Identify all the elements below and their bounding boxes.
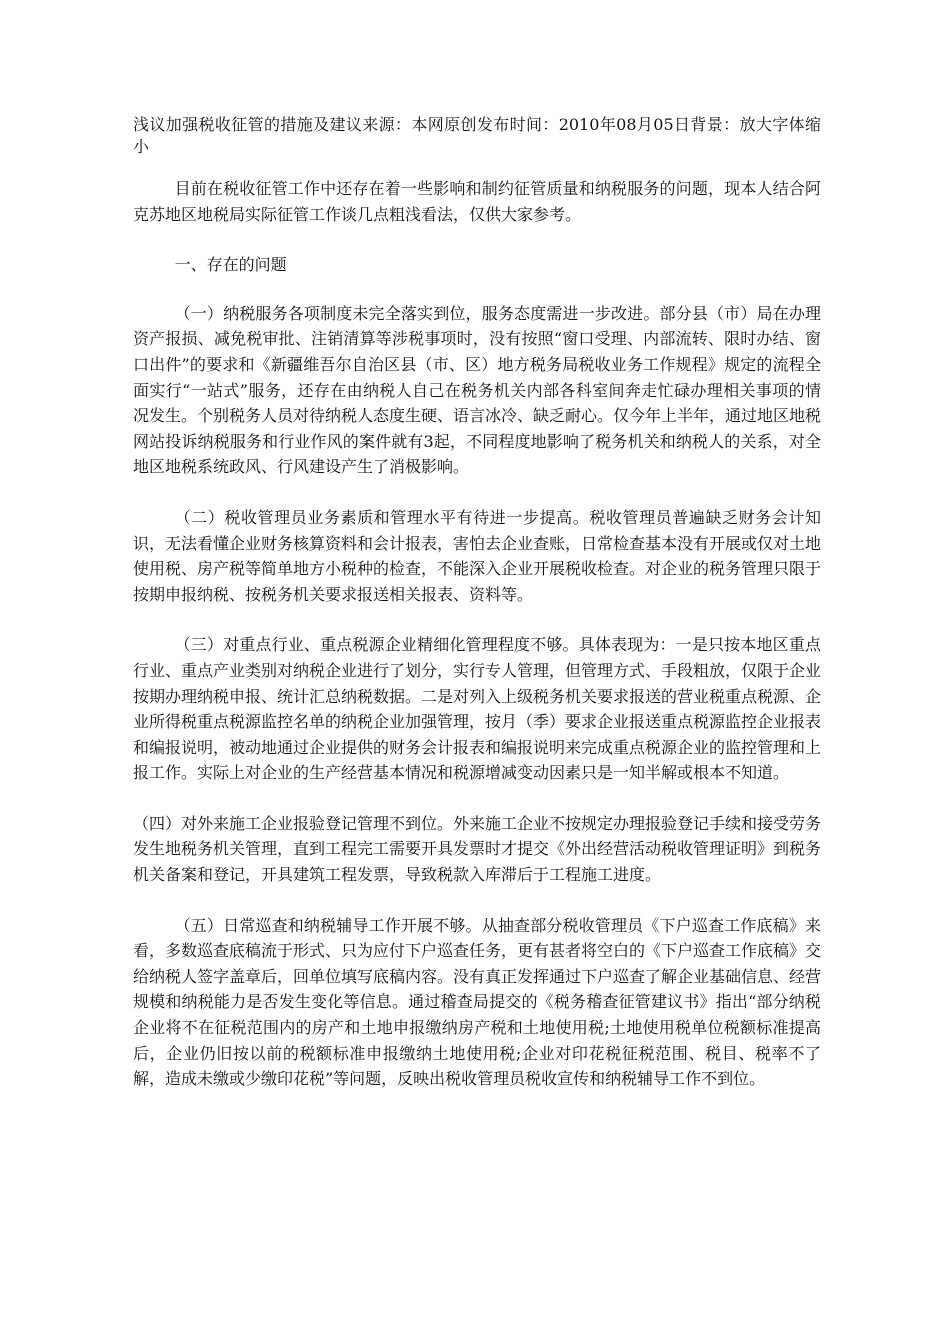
issue-paragraph-1: （一）纳税服务各项制度未完全落实到位，服务态度需进一步改进。部分县（市）局在办理资产报损、减免税审批、注销清算等涉税事项时，没有按照“窗口受理、内部流转、限时办结、窗口出件”的要求和《新疆维吾尔自治区县（市、区）地方税务局税收业务工作规程》规定的流程全面实行“一站式”服务，还存在由纳税人自己在税务机关内部各科室间奔走忙碌办理相关事项的情况发生。个别税务人员对待纳税人态度生硬、语言冰冷、缺乏耐心。仅今年上半年，通过地区地税网站投诉纳税服务和行业作风的案件就有3起，不同程度地影响了税务机关和纳税人的关系，对全地区地税系统政风、行风建设产生了消极影响。 bbox=[133, 303, 822, 477]
issue-paragraph-3: （三）对重点行业、重点税源企业精细化管理程度不够。具体表现为：一是只按本地区重点行业、重点产业类别对纳税企业进行了划分，实行专人管理，但管理方式、手段粗放，仅限于企业按期办理纳税申报、统计汇总纳税数据。二是对列入上级税务机关要求报送的营业税重点税源、企业所得税重点税源监控名单的纳税企业加强管理，按月（季）要求企业报送重点税源监控企业报表和编报说明，被动地通过企业提供的财务会计报表和编报说明来完成重点税源企业的监控管理和上报工作。实际上对企业的生产经营基本情况和税源增减变动因素只是一知半解或根本不知道。 bbox=[133, 635, 822, 783]
issue-paragraph-4: （四）对外来施工企业报验登记管理不到位。外来施工企业不按规定办理报验登记手续和接受劳务发生地税务机关管理，直到工程完工需要开具发票时才提交《外出经营活动税收管理证明》到税务机关备案和登记，开具建筑工程发票，导致税款入库滞后于工程施工进度。 bbox=[133, 813, 822, 885]
section-heading: 一、存在的问题 bbox=[174, 255, 287, 275]
article-header: 浅议加强税收征管的措施及建议来源：本网原创发布时间：2010年08月05日背景：放大字体缩小 bbox=[133, 115, 821, 156]
document-page bbox=[133, 114, 821, 1117]
issue-paragraph-5: （五）日常巡查和纳税辅导工作开展不够。从抽查部分税收管理员《下户巡查工作底稿》来看，多数巡查底稿流于形式、只为应付下户巡查任务，更有甚者将空白的《下户巡查工作底稿》交给纳税人签字盖章后，回单位填写底稿内容。没有真正发挥通过下户巡查了解企业基础信息、经营规模和纳税能力是否发生变化等信息。通过稽查局提交的《税务稽查征管建议书》指出“部分纳税企业将不在征税范围内的房产和土地申报缴纳房产税和土地使用税;土地使用税单位税额标准提高后，企业仍旧按以前的税额标准申报缴纳土地使用税;企业对印花税征税范围、税目、税率不了解，造成未缴或少缴印花税”等问题，反映出税收管理员税收宣传和纳税辅导工作不到位。 bbox=[133, 915, 822, 1089]
issue-paragraph-2: （二）税收管理员业务素质和管理水平有待进一步提高。税收管理员普遍缺乏财务会计知识，无法看懂企业财务核算资料和会计报表，害怕去企业查账，日常检查基本没有开展或仅对土地使用税、房产税等简单地方小税种的检查，不能深入企业开展税收检查。对企业的税务管理只限于按期申报纳税、按税务机关要求报送相关报表、资料等。 bbox=[133, 507, 822, 604]
intro-paragraph: 目前在税收征管工作中还存在着一些影响和制约征管质量和纳税服务的问题，现本人结合阿克苏地区地税局实际征管工作谈几点粗浅看法，仅供大家参考。 bbox=[133, 179, 821, 224]
